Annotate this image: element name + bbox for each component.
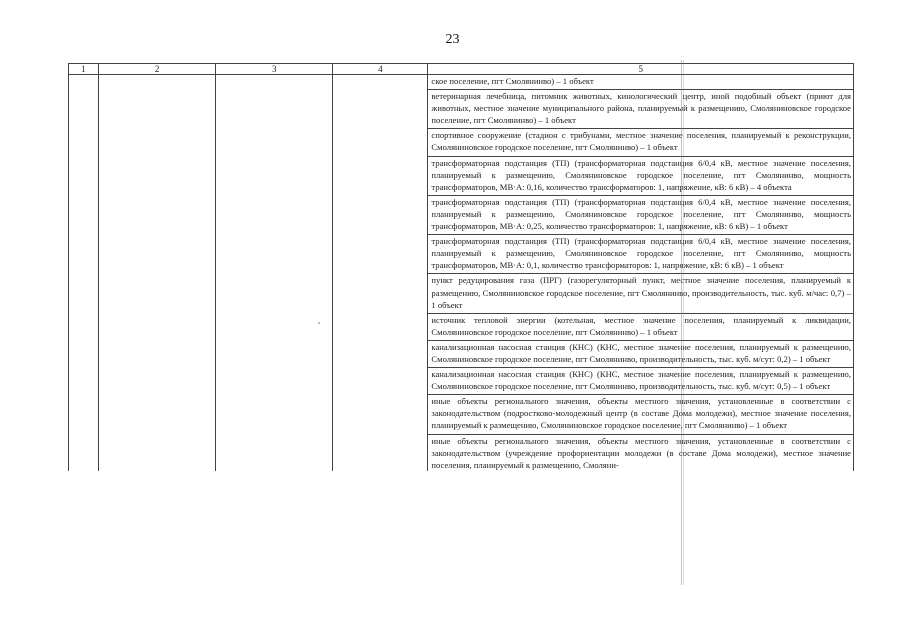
object-entry: канализационная насосная станция (КНС) (КНС, местное значение поселения, планируемый к размещению, Смоляниновское городское поселение, пгт Смолянинво, производительность, тыс. куб. м/сут: 0,2) – 1 объект: [428, 341, 853, 368]
column-1-cell: [69, 75, 99, 471]
column-2-cell: [99, 75, 216, 471]
column-header-1: 1: [69, 64, 99, 75]
column-3-cell: [216, 75, 333, 471]
object-entry: пункт редуцирования газа (ПРГ) (газорегуляторный пункт, местное значение поселения, планируемый к размещению, Смоляниновское городское поселение, пгт Смолянинво, производительность, тыс. куб. м/час: 0,7) – 1 объект: [428, 274, 853, 313]
object-entry: трансформаторная подстанция (ТП) (трансформаторная подстанция 6/0,4 кВ, местное значение поселения, планируемый к размещению, Смоляниновское городское поселение, пгт Смолянинво, мощность трансформаторов, МВ·А: 0,1, количество трансформаторов: 1, напряжение, кВ: 6 кВ) – 1 объект: [428, 235, 853, 274]
object-entry: ветеринарная лечебница, питомник животных, кинологический центр, иной подобный объект (приют для животных, местное значение муниципального района, планируемый к размещению, Смоляниновское городское поселение, пгт Смолянинво) – 1 объект: [428, 90, 853, 129]
table-header-row: [69, 64, 854, 75]
object-entry: канализационная насосная станция (КНС) (КНС, местное значение поселения, планируемый к размещению, Смоляниновское городское поселение, пгт Смолянинво, производительность, тыс. куб. м/сут: 0,5) – 1 объект: [428, 368, 853, 395]
object-entry: иные объекты регионального значения, объекты местного значения, установленные в соответствии с законодательством (учреждение профориентации молодежи (в составе Дома молодежи), местное значение поселения, планируемый к размещению, Смоляни-: [431, 435, 851, 470]
object-entry: иные объекты регионального значения, объекты местного значения, установленные в соответствии с законодательством (подростково-молодежный центр (в составе Дома молодежи), местное значение поселения, планируемый к размещению, Смоляниновское городское поселение, пгт Смолянинво) – 1 объект: [428, 395, 853, 434]
object-entry: трансформаторная подстанция (ТП) (трансформаторная подстанция 6/0,4 кВ, местное значение поселения, планируемый к размещению, Смоляниновское городское поселение, пгт Смолянинво, мощность трансформаторов, МВ·А: 0,25, количество трансформаторов: 1, напряжение, кВ: 6 кВ) – 1 объект: [428, 196, 853, 235]
scan-dust-speck: [318, 322, 320, 324]
scan-fold-line: [683, 60, 684, 585]
object-entry: ское поселение, пгт Смолянинво) – 1 объект: [428, 75, 853, 90]
column-header-5: 5: [428, 64, 854, 75]
object-entry: источник тепловой энергии (котельная, местное значение поселения, планируемый к ликвидации, Смоляниновское городское поселение, пгт Смолянинво) – 1 объект: [428, 314, 853, 341]
column-5-cell: [428, 75, 854, 471]
column-header-2: 2: [99, 64, 216, 75]
page-number: 23: [445, 32, 460, 47]
column-header-3: 3: [216, 64, 333, 75]
column-header-4: 4: [333, 64, 428, 75]
object-entry: спортивное сооружение (стадион с трибунами, местное значение поселения, планируемый к реконструкции, Смоляниновское городское поселение, пгт Смолянинво) – 1 объект: [428, 129, 853, 156]
object-entry: трансформаторная подстанция (ТП) (трансформаторная подстанция 6/0,4 кВ, местное значение поселения, планируемый к размещению, Смоляниновское городское поселение, пгт Смолянинво, мощность трансформаторов, МВ·А: 0,16, количество трансформаторов: 1, напряжение, кВ: 6 кВ) – 4 объекта: [428, 157, 853, 196]
column-4-cell: [333, 75, 428, 471]
document-table: [68, 63, 854, 471]
table-row: [69, 75, 854, 471]
scan-fold-line: [681, 60, 682, 585]
